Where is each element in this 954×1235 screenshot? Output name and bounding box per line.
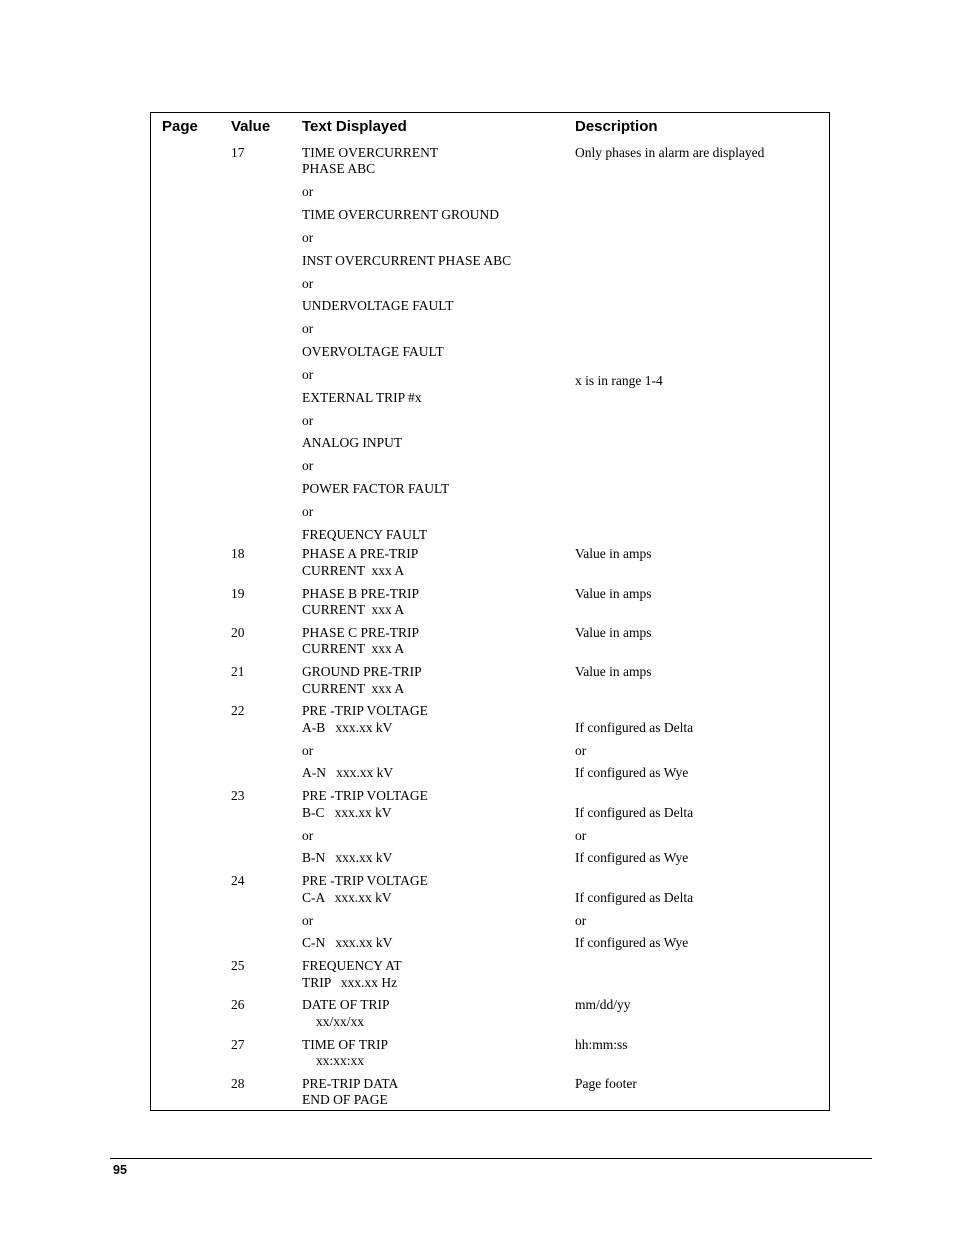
text-cell: END OF PAGE	[302, 1092, 388, 1107]
value-cell: 21	[231, 664, 245, 679]
text-cell: PRE -TRIP VOLTAGE	[302, 703, 428, 718]
text-cell: FREQUENCY FAULT	[302, 527, 428, 542]
header-text-displayed: Text Displayed	[302, 118, 407, 135]
value-cell: 17	[231, 145, 245, 160]
text-cell: xx:xx:xx	[316, 1053, 365, 1068]
value-cell: 27	[231, 1037, 245, 1052]
header-page: Page	[162, 118, 198, 135]
description-cell: Page footer	[575, 1076, 637, 1091]
text-cell: or	[302, 367, 314, 382]
text-cell: xx/xx/xx	[316, 1014, 365, 1029]
header-description: Description	[575, 118, 658, 135]
text-cell: ANALOG INPUT	[302, 435, 403, 450]
text-cell: UNDERVOLTAGE FAULT	[302, 298, 454, 313]
text-cell: CURRENT xxx A	[302, 602, 405, 617]
footer-rule	[110, 1158, 872, 1159]
text-cell: or	[302, 743, 314, 758]
value-cell: 28	[231, 1076, 245, 1091]
description-cell: Value in amps	[575, 664, 652, 679]
value-cell: 26	[231, 997, 245, 1012]
value-cell: 22	[231, 703, 245, 718]
text-cell: TIME OVERCURRENT	[302, 145, 439, 160]
text-cell: FREQUENCY AT	[302, 958, 402, 973]
text-cell: or	[302, 276, 314, 291]
value-cell: 20	[231, 625, 245, 640]
description-cell: If configured as Wye	[575, 850, 689, 865]
value-cell: 24	[231, 873, 245, 888]
text-cell: C-N xxx.xx kV	[302, 935, 393, 950]
description-cell: or	[575, 743, 587, 758]
value-cell: 25	[231, 958, 245, 973]
text-cell: PRE -TRIP VOLTAGE	[302, 873, 428, 888]
text-cell: or	[302, 913, 314, 928]
text-cell: PRE-TRIP DATA	[302, 1076, 399, 1091]
description-cell: If configured as Wye	[575, 765, 689, 780]
text-cell: CURRENT xxx A	[302, 681, 405, 696]
description-cell: Value in amps	[575, 546, 652, 561]
description-cell: or	[575, 913, 587, 928]
value-cell: 18	[231, 546, 245, 561]
text-cell: or	[302, 321, 314, 336]
text-cell: A-N xxx.xx kV	[302, 765, 394, 780]
description-cell: If configured as Wye	[575, 935, 689, 950]
text-cell: or	[302, 458, 314, 473]
text-cell: POWER FACTOR FAULT	[302, 481, 450, 496]
description-cell: If configured as Delta	[575, 805, 694, 820]
text-cell: TIME OVERCURRENT GROUND	[302, 207, 500, 222]
description-cell: x is in range 1-4	[575, 373, 663, 388]
header-value: Value	[231, 118, 271, 135]
description-cell: If configured as Delta	[575, 720, 694, 735]
text-cell: CURRENT xxx A	[302, 563, 405, 578]
text-cell: PRE -TRIP VOLTAGE	[302, 788, 428, 803]
description-cell: Value in amps	[575, 586, 652, 601]
text-cell: PHASE A PRE-TRIP	[302, 546, 419, 561]
text-cell: B-N xxx.xx kV	[302, 850, 393, 865]
value-cell: 19	[231, 586, 245, 601]
description-cell: Value in amps	[575, 625, 652, 640]
text-cell: A-B xxx.xx kV	[302, 720, 393, 735]
text-cell: or	[302, 504, 314, 519]
text-cell: or	[302, 184, 314, 199]
text-cell: PHASE C PRE-TRIP	[302, 625, 420, 640]
text-cell: PHASE ABC	[302, 161, 376, 176]
text-cell: PHASE B PRE-TRIP	[302, 586, 420, 601]
text-cell: B-C xxx.xx kV	[302, 805, 392, 820]
text-cell: EXTERNAL TRIP #x	[302, 390, 422, 405]
page-number: 95	[113, 1163, 127, 1177]
text-cell: OVERVOLTAGE FAULT	[302, 344, 444, 359]
description-cell: mm/dd/yy	[575, 997, 631, 1012]
text-cell: INST OVERCURRENT PHASE ABC	[302, 253, 512, 268]
text-cell: TRIP xxx.xx Hz	[302, 975, 398, 990]
text-cell: DATE OF TRIP	[302, 997, 390, 1012]
description-cell: hh:mm:ss	[575, 1037, 628, 1052]
description-cell: Only phases in alarm are displayed	[575, 145, 765, 160]
text-cell: C-A xxx.xx kV	[302, 890, 392, 905]
text-cell: TIME OF TRIP	[302, 1037, 389, 1052]
text-cell: or	[302, 828, 314, 843]
text-cell: GROUND PRE-TRIP	[302, 664, 422, 679]
text-cell: or	[302, 413, 314, 428]
text-cell: CURRENT xxx A	[302, 641, 405, 656]
value-cell: 23	[231, 788, 245, 803]
text-cell: or	[302, 230, 314, 245]
description-cell: or	[575, 828, 587, 843]
description-cell: If configured as Delta	[575, 890, 694, 905]
